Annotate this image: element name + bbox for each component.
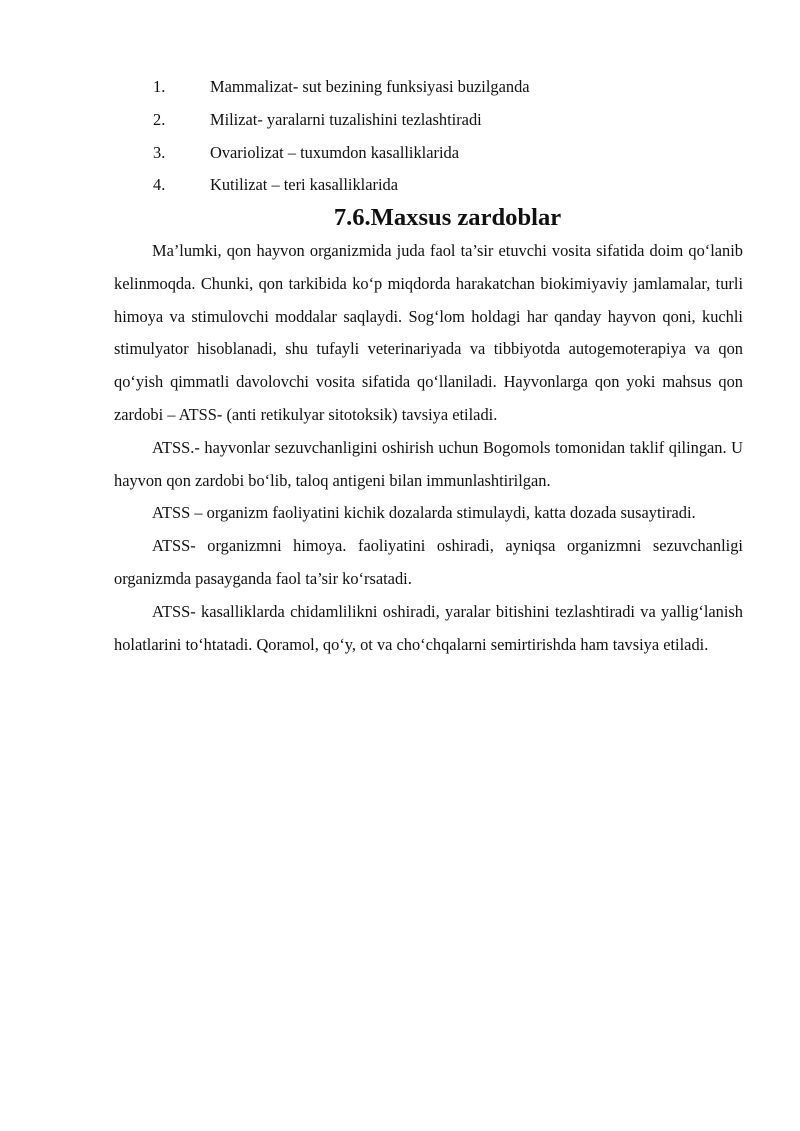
paragraph: ATSS- kasalliklarda chidamlilikni oshiradi, yaralar bitishini tezlashtiradi va yallig‘lanish holatlarini to‘htatadi. Qoramol, qo‘y, ot va cho‘chqalarni semirtirishda ham tavsiya etiladi. xyxy=(114,601,743,654)
list-item-text: Mammalizat- sut bezining funksiyasi buzilganda xyxy=(210,77,530,96)
list-item-text: Kutilizat – teri kasalliklarida xyxy=(210,175,398,195)
list-item xyxy=(114,137,743,170)
list-item-number: 1. xyxy=(153,77,166,96)
list-item-number: 3. xyxy=(153,142,166,162)
list-item xyxy=(114,169,743,202)
paragraph: Ma’lumki, qon hayvon organizmida juda faol ta’sir etuvchi vosita sifatida doim qo‘lanib kelinmoqda. Chunki, qon tarkibida ko‘p miqdorda harakatchan biokimiyaviy jamlamalar, turli himoya va stimulovchi moddalar saqlaydi. Sog‘lom holdagi har qanday hayvon qoni, kuchli stimulyator hisoblanadi, shu tufayli veterinariyada va tibbiyotda autogemoterapiya va qon qo‘yish qimmatli davolovchi vosita sifatida qo‘llaniladi. Hayvonlarga qon yoki mahsus qon zardobi – ATSS- (anti retikulyar sitotoksik) tavsiya etiladi. xyxy=(114,240,743,424)
paragraph: ATSS- organizmni himoya. faoliyatini oshiradi, ayniqsa organizmni sezuvchanligi organizmda pasayganda faol ta’sir ko‘rsatadi. xyxy=(114,536,743,588)
section-heading: 7.6.Maxsus zardoblar xyxy=(333,204,562,232)
document-page xyxy=(114,71,743,661)
list-item-number: 2. xyxy=(153,109,166,129)
paragraph: ATSS – organizm faoliyatini kichik dozalarda stimulaydi, katta dozada susaytiradi. xyxy=(152,503,696,523)
numbered-list xyxy=(114,71,743,202)
list-item xyxy=(114,104,743,137)
list-item xyxy=(114,71,743,104)
list-item-text: Milizat- yaralarni tuzalishini tezlashtiradi xyxy=(210,109,482,129)
paragraph: ATSS.- hayvonlar sezuvchanligini oshirish uchun Bogomols tomonidan taklif qilingan. U hayvon qon zardobi bo‘lib, taloq antigeni bilan immunlashtirilgan. xyxy=(114,437,743,490)
list-item-text: Ovariolizat – tuxumdon kasalliklarida xyxy=(210,142,459,162)
list-item-number: 4. xyxy=(153,175,166,195)
